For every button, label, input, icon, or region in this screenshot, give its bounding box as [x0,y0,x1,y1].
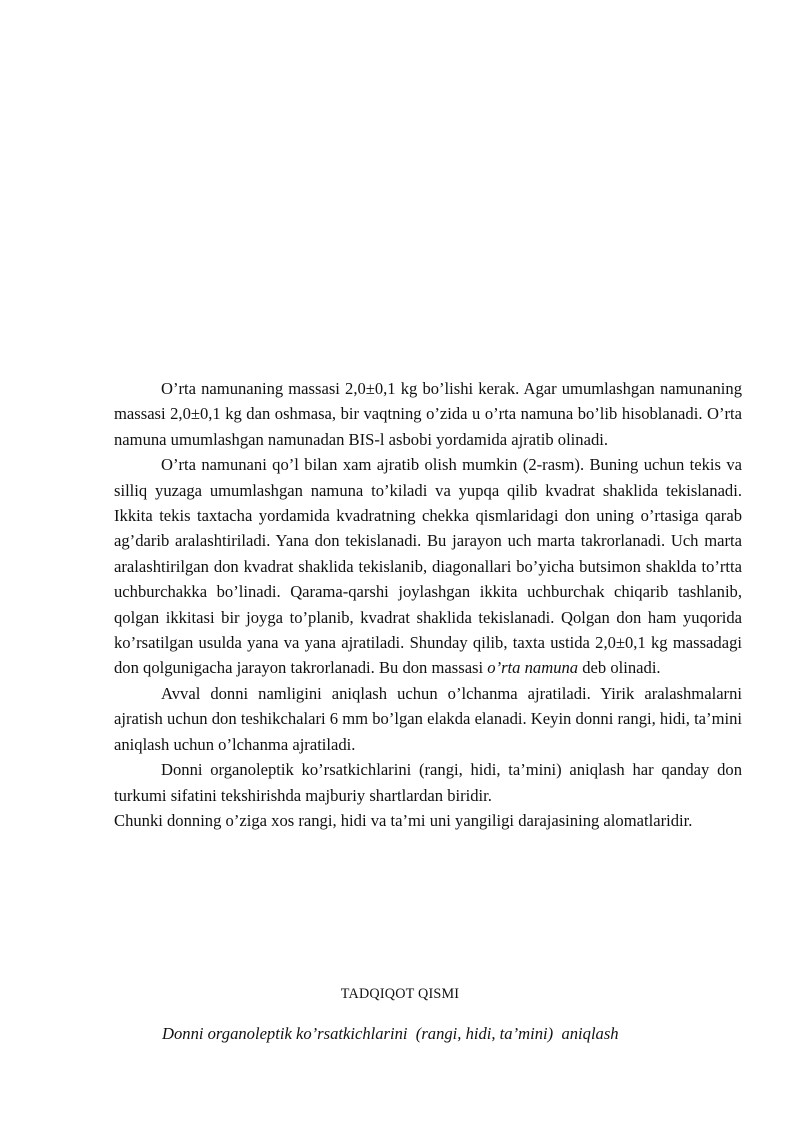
paragraph-moisture-sample: Avval donni namligini aniqlash uchun o’lchanma ajratiladi. Yirik aralashmalarni ajratish uchun don teshikchalari 6 mm bo’lgan elakda elanadi. Keyin donni rangi, hidi, ta’mini aniqlash uchun o’lchanma ajratiladi. [114,683,742,754]
paragraph-freshness-signs: Chunki donning o’ziga xos rangi, hidi va ta’mi uni yangiligi darajasining alomatlaridir. [114,810,693,830]
body-text [114,376,742,833]
paragraph-manual-division-end: deb olinadi. [578,658,661,678]
paragraph-manual-division-text: O’rta namunani qo’l bilan xam ajratib olish mumkin (2-rasm). Buning uchun tekis va silliq yuzaga umumlashgan namuna to’kiladi va yupqa qilib kvadrat shaklida tekislanadi. Ikkita tekis taxtacha yordamida kvadratning chekka qismlaridagi don uning o’rtasiga qarab ag’darib aralashtiriladi. Yana don tekislanadi. Bu jarayon uch marta takrorlanadi. Uch marta aralashtirilgan don kvadrat shaklida tekislanib, diagonallari bo’yicha butsimon shaklda to’rtta uchburchakka bo’linadi. Qarama-qarshi joylashgan ikkita uchburchak chiqarib tashlanib, qolgan ikkitasi bir joyga to’planib, kvadrat shaklida tekislanadi. Qolgan don ham yuqorida ko’rsatilgan usulda yana va yana ajratiladi. Shunday qilib, taxta ustida 2,0±0,1 kg massadagi don qolgunigacha jarayon takrorlanadi. Bu don massasi [114,455,742,678]
term-average-sample: o’rta namuna [487,658,579,678]
section-heading: TADQIQOT QISMI [340,986,460,1002]
section-subheading: Donni organoleptik ko’rsatkichlarini (rangi, hidi, ta’mini) aniqlash [162,1024,619,1043]
paragraph-organoleptic: Donni organoleptik ko’rsatkichlarini (rangi, hidi, ta’mini) aniqlash har qanday don turkumi sifatini tekshirishda majburiy shartlardan biridir. [114,760,742,805]
paragraph-manual-division [114,452,742,681]
paragraph-sample-mass: O’rta namunaning massasi 2,0±0,1 kg bo’lishi kerak. Agar umumlashgan namunaning massasi 2,0±0,1 kg dan oshmasa, bir vaqtning o’zida u o’rta namuna bo’lib hisoblanadi. O’rta namuna umumlashgan namunadan BIS-l asbobi yordamida ajratib olinadi. [114,379,742,449]
